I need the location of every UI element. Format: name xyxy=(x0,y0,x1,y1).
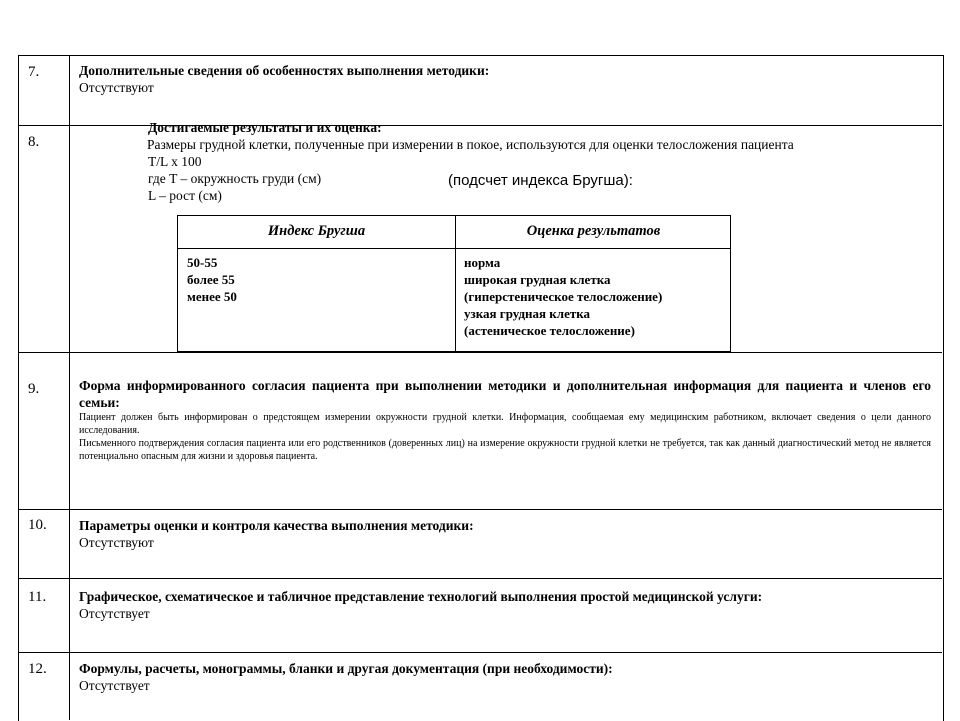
row-text: Отсутствуют xyxy=(79,535,154,550)
table-header: Оценка результатов xyxy=(526,223,661,239)
row-heading: Формулы, расчеты, монограммы, бланки и другая документация (при необходимости): xyxy=(79,661,613,676)
table-cell: широкая грудная клетка xyxy=(464,272,611,287)
row-7-content xyxy=(79,62,931,96)
assessment-values xyxy=(464,254,662,339)
row-number: 7. xyxy=(28,64,40,80)
row-text-line: где T – окружность груди (см) xyxy=(148,171,322,186)
row-heading: Графическое, схематическое и табличное представление технологий выполнения простой медицинской услуги: xyxy=(79,589,763,604)
row-divider xyxy=(18,578,942,579)
table-cell: норма xyxy=(464,255,501,270)
row-number: 10. xyxy=(28,517,47,533)
row-text-line: Размеры грудной клетки, полученные при измерении в покое, используются для оценки телосложения пациента xyxy=(147,137,794,152)
row-11-content xyxy=(79,588,931,622)
row-12-content xyxy=(79,660,931,694)
table-cell: более 55 xyxy=(187,272,235,287)
brugsch-note: (подсчет индекса Бругша): xyxy=(448,172,633,189)
table-cell: (астеническое телосложение) xyxy=(464,323,635,338)
row-text-line: T/L x 100 xyxy=(148,154,202,169)
row-heading: Дополнительные сведения об особенностях выполнения методики: xyxy=(79,63,490,78)
row-text: Отсутствует xyxy=(79,606,150,621)
row-divider xyxy=(18,352,942,353)
row-text: Отсутствует xyxy=(79,678,150,693)
row-paragraph: Пациент должен быть информирован о предстоящем измерении окружности грудной клетки. Информация, сообщаемая ему медицинским работником, включает сведения о цели данного исследования. xyxy=(79,412,931,436)
row-10-content xyxy=(79,517,931,551)
table-header-divider xyxy=(178,248,730,249)
index-values xyxy=(187,254,237,305)
row-divider xyxy=(18,652,942,653)
row-9-content xyxy=(79,377,931,463)
table-header: Индекс Бругша xyxy=(267,223,366,239)
row-heading: Достигаемые результаты и их оценка: xyxy=(148,120,382,135)
row-heading: Форма информированного согласия пациента при выполнении методики и дополнительная информация для пациента и членов его семьи: xyxy=(79,378,931,410)
table-cell: 50-55 xyxy=(187,255,218,270)
table-cell: узкая грудная клетка xyxy=(464,306,591,321)
row-number: 8. xyxy=(28,134,40,150)
table-cell: менее 50 xyxy=(187,289,237,304)
row-8-content xyxy=(148,119,928,204)
column-divider xyxy=(69,55,70,720)
table-cell: (гиперстеническое телосложение) xyxy=(464,289,663,304)
row-text: Отсутствуют xyxy=(79,80,154,95)
row-paragraph: Письменного подтверждения согласия пациента или его родственников (доверенных лиц) на измерение окружности грудной клетки не требуется, так как данный диагностический метод не является потенциально опасным для жизни и здоровья пациента. xyxy=(79,438,931,462)
row-text-line: L – рост (см) xyxy=(148,188,222,203)
row-number: 12. xyxy=(28,661,47,677)
row-number: 9. xyxy=(28,381,40,397)
row-divider xyxy=(18,509,942,510)
brugsch-index-table xyxy=(177,215,731,352)
row-heading: Параметры оценки и контроля качества выполнения методики: xyxy=(79,518,474,533)
row-number: 11. xyxy=(28,589,47,605)
